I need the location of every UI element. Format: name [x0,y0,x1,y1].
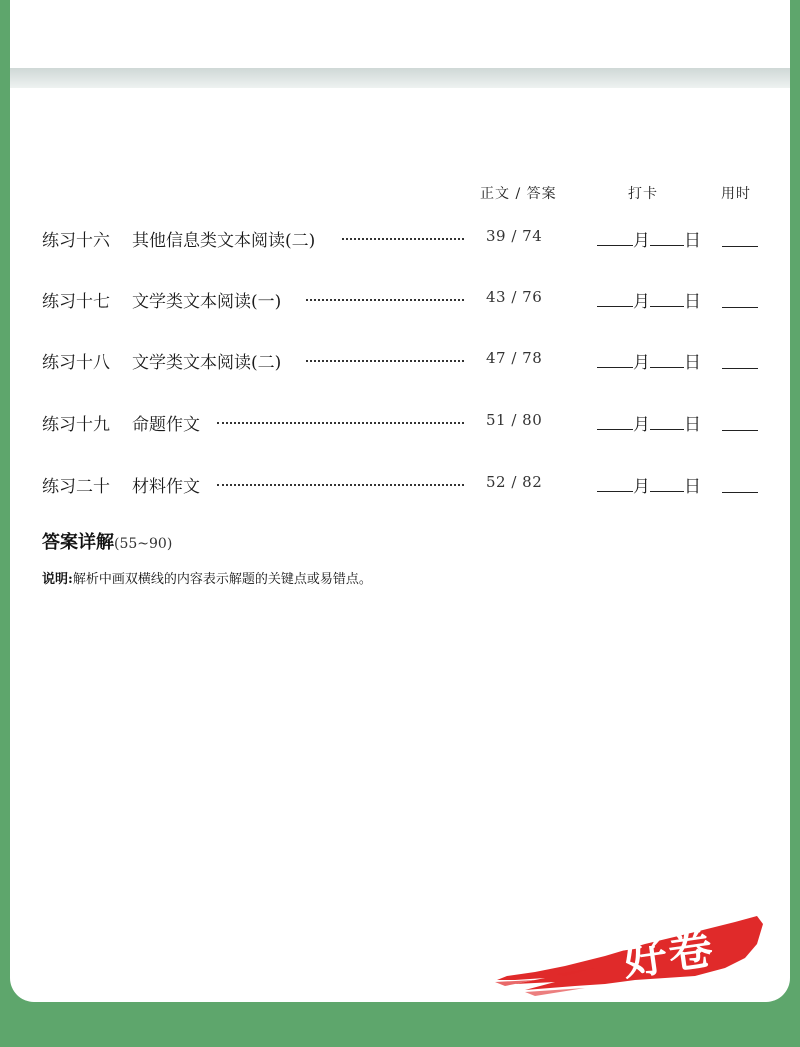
checkin-date: 月 日 [597,348,701,373]
day-blank[interactable] [650,473,684,492]
time-blank[interactable] [722,350,758,369]
answers-range: (55~90) [114,536,173,552]
exercise-number: 练习十九 [42,415,110,435]
exercise-title: 材料作文 [132,477,200,497]
checkin-date: 月 日 [597,410,701,435]
answers-title: 答案详解 [42,532,114,553]
pages-header: 正文 / 答案 [480,186,557,202]
answers-heading[interactable] [42,528,172,554]
exercise-title: 文学类文本阅读(二) [132,353,282,373]
exercise-number: 练习十七 [42,292,110,312]
toc-row[interactable] [42,226,762,250]
exercise-title: 其他信息类文本阅读(二) [132,231,316,251]
checkin-date: 月 日 [597,226,701,251]
month-blank[interactable] [597,288,633,307]
page-numbers: 47 / 78 [486,349,543,367]
time-header: 用时 [721,186,751,202]
page-numbers: 52 / 82 [486,473,543,491]
exercise-number: 练习十六 [42,231,110,251]
exercise-number: 练习十八 [42,353,110,373]
toc-row[interactable] [42,410,762,434]
toc-row[interactable] [42,348,762,372]
page-numbers: 43 / 76 [486,288,543,306]
month-blank[interactable] [597,349,633,368]
explanation-note [42,568,372,587]
time-blank[interactable] [722,289,758,308]
card-divider [10,68,790,88]
month-blank[interactable] [597,227,633,246]
checkin-date: 月 日 [597,287,701,312]
checkin-header: 打卡 [628,186,658,202]
day-blank[interactable] [650,288,684,307]
page-numbers: 39 / 74 [486,227,543,245]
checkin-date: 月 日 [597,472,701,497]
leader-dots [217,484,464,486]
logo-text: 好卷 [619,922,718,987]
leader-dots [306,360,464,362]
day-blank[interactable] [650,411,684,430]
month-blank[interactable] [597,411,633,430]
top-card [10,0,790,68]
toc-row[interactable] [42,472,762,496]
leader-dots [306,299,464,301]
day-blank[interactable] [650,349,684,368]
toc-row[interactable] [42,287,762,311]
time-blank[interactable] [722,228,758,247]
page-numbers: 51 / 80 [486,411,543,429]
time-blank[interactable] [722,412,758,431]
exercise-number: 练习二十 [42,477,110,497]
note-text: 解析中画双横线的内容表示解题的关键点或易错点。 [72,572,372,587]
exercise-title: 文学类文本阅读(一) [132,292,282,312]
exercise-title: 命题作文 [132,415,200,435]
time-blank[interactable] [722,474,758,493]
note-label: 说明: [42,572,73,587]
leader-dots [342,238,464,240]
leader-dots [217,422,464,424]
month-blank[interactable] [597,473,633,492]
day-blank[interactable] [650,227,684,246]
